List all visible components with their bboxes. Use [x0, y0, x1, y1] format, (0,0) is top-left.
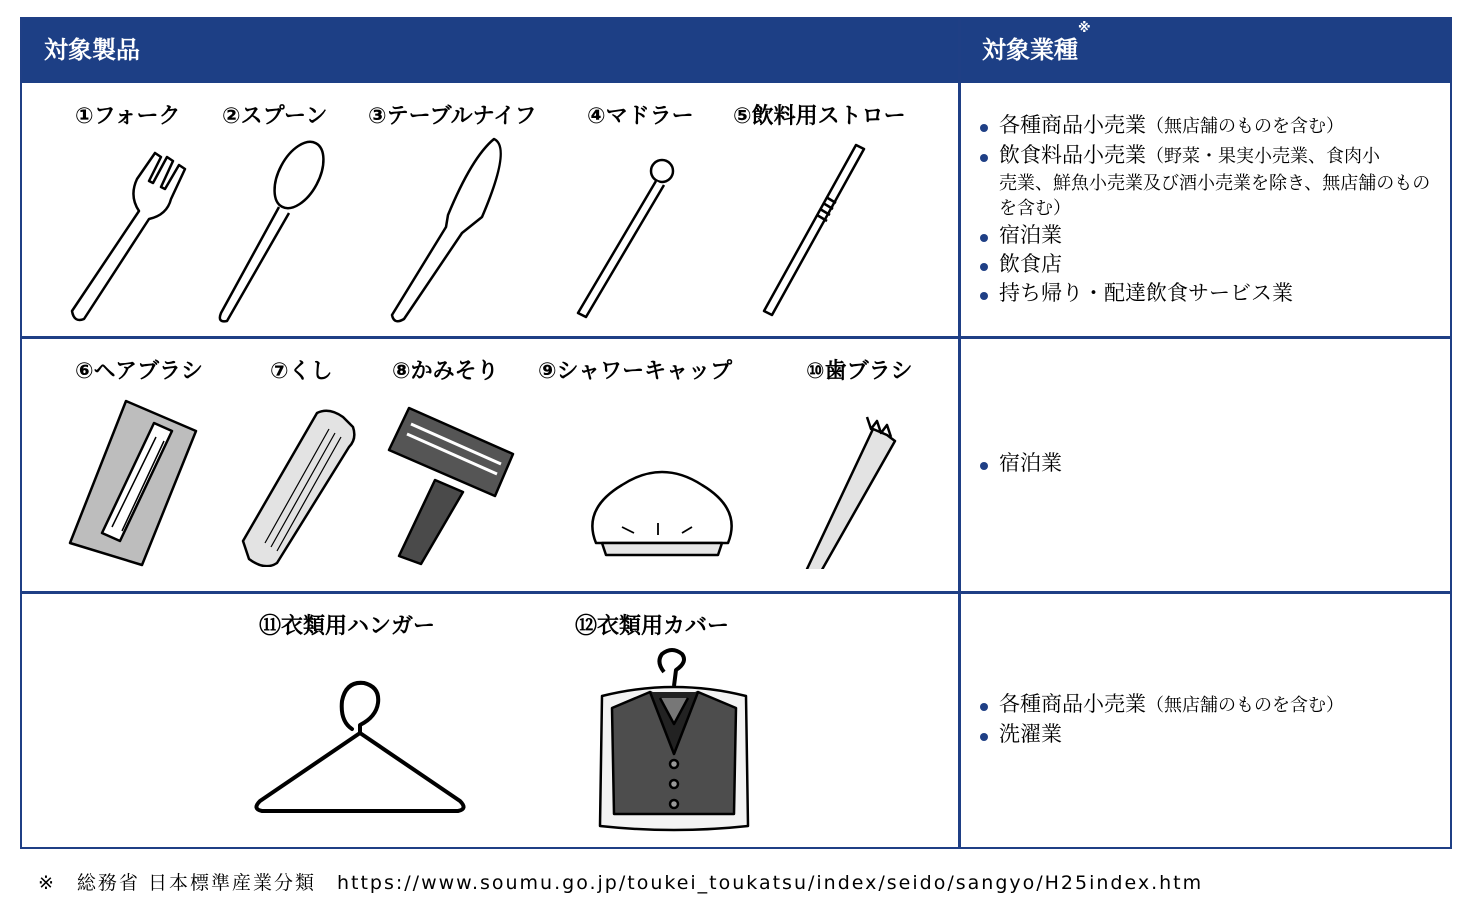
- product-label-hairbrush: ⑥ヘアブラシ: [75, 359, 203, 384]
- product-label-razor: ⑧かみそり: [392, 359, 499, 384]
- industry-list-1: [977, 111, 1447, 308]
- product-label-garment-cover: ⑫衣類用カバー: [575, 614, 730, 639]
- products-table: [20, 17, 1452, 849]
- row-divider: [22, 336, 1450, 339]
- product-label-muddler: ④マドラー: [587, 104, 694, 129]
- list-item: 持ち帰り・配達飲食サービス業: [977, 279, 1447, 308]
- list-item: 各種商品小売業（無店舗のものを含む）: [977, 111, 1447, 141]
- table-header: [22, 19, 1450, 83]
- knife-icon: [382, 137, 512, 327]
- razor-icon: [387, 404, 517, 569]
- comb-icon: [237, 407, 357, 567]
- muddler-icon: [568, 157, 698, 327]
- product-label-comb: ⑦くし: [270, 359, 333, 384]
- list-item: 各種商品小売業（無店舗のものを含む）: [977, 690, 1447, 720]
- footnote-mark: ※: [1078, 21, 1091, 36]
- hairbrush-icon: [62, 397, 202, 567]
- product-label-knife: ③テーブルナイフ: [368, 104, 537, 129]
- hanger-icon: [250, 677, 470, 817]
- list-item: 宿泊業: [977, 221, 1447, 250]
- industry-list-2: [977, 449, 1447, 478]
- product-label-spoon: ②スプーン: [222, 104, 328, 129]
- product-label-hanger: ⑪衣類用ハンガー: [259, 614, 436, 639]
- list-item: 宿泊業: [977, 449, 1447, 478]
- column-divider: [958, 19, 961, 847]
- industry-list-3: [977, 690, 1447, 749]
- spoon-icon: [207, 137, 337, 327]
- list-item: 洗濯業: [977, 720, 1447, 749]
- product-label-fork: ①フォーク: [75, 104, 181, 129]
- garment-cover-icon: [594, 644, 754, 834]
- product-label-shower-cap: ⑨シャワーキャップ: [538, 359, 733, 384]
- product-label-straw: ⑤飲料用ストロー: [733, 104, 906, 129]
- footnote: ※ 総務省 日本標準産業分類 https://www.soumu.go.jp/toukei_toukatsu/index/seido/sangyo/H25index.htm: [38, 872, 1204, 894]
- shower-cap-icon: [582, 459, 742, 569]
- product-label-toothbrush: ⑩歯ブラシ: [806, 359, 913, 384]
- toothbrush-icon: [797, 409, 907, 569]
- list-item: 飲食料品小売業（野菜・果実小売業、食肉小 売業、鮮魚小売業及び酒小売業を除き、無店舗のものを含む）: [977, 141, 1447, 221]
- straw-icon: [752, 141, 882, 321]
- list-item: 飲食店: [977, 250, 1447, 279]
- row-divider: [22, 591, 1450, 594]
- header-products: 対象製品: [44, 36, 140, 64]
- fork-icon: [67, 141, 197, 326]
- header-industries: 対象業種※: [982, 21, 1091, 64]
